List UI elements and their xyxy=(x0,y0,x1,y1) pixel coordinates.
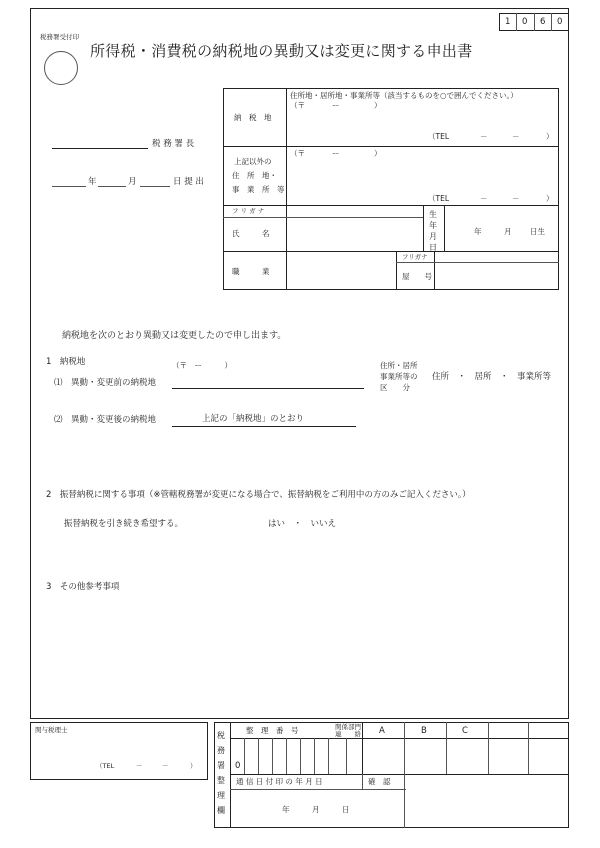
tax-office-column-label: 税 務 署 整 理 欄 xyxy=(217,731,225,815)
form-title: 所得税・消費税の納税地の異動又は変更に関する申出書 xyxy=(90,42,473,60)
birth-year-label: 年 xyxy=(474,227,482,236)
postal-close: ） xyxy=(374,149,382,158)
tel-dash: － xyxy=(512,132,520,141)
nozeichi-input[interactable] xyxy=(288,112,556,130)
new-address-value[interactable]: 上記の「納税地」のとおり xyxy=(202,414,305,424)
section-2-title: 2 振替納税に関する事項（※管轄税務署が変更になる場合で、振替納税をご利用中の方のみご記入ください。） xyxy=(46,490,471,500)
new-address-line xyxy=(172,426,356,427)
tel-close: ） xyxy=(190,762,197,770)
form-code-digit: 1 xyxy=(505,17,511,27)
occupation-input[interactable] xyxy=(288,254,392,287)
transfer-answer-options[interactable]: はい ・ いいえ xyxy=(268,519,337,529)
tel-close: ） xyxy=(546,132,554,141)
birth-month-label: 月 xyxy=(504,227,512,236)
transfer-question: 振替納税を引き続き希望する。 xyxy=(64,519,184,529)
tel-open: （TEL xyxy=(96,762,115,770)
category-label: 事業所等の xyxy=(380,372,418,381)
shop-name-label: 屋 号 xyxy=(402,272,432,281)
name-input[interactable] xyxy=(288,220,420,248)
tel-dash: － xyxy=(136,762,143,770)
other-notes-input[interactable] xyxy=(62,600,552,710)
kankei-bumon-label: 関係部門 xyxy=(335,723,361,731)
renraku-label: 連 絡 xyxy=(335,730,361,738)
column-a-label: A xyxy=(379,726,385,736)
tel-dash: － xyxy=(480,194,488,203)
other-address-label: 事 業 所 等 xyxy=(232,185,285,194)
shop-name-input[interactable] xyxy=(436,264,556,288)
postal-dash: ー xyxy=(332,149,340,158)
footer-day-label: 日 xyxy=(342,805,350,814)
birth-label: 生 年 月 日 xyxy=(429,210,437,252)
form-code-digit: 0 xyxy=(522,17,528,27)
column-c-label: C xyxy=(462,726,468,736)
other-address-label: 住 所 地・ xyxy=(232,171,277,180)
tax-office-name-line xyxy=(52,148,148,149)
submit-year-label: 年 xyxy=(88,177,97,187)
birth-day-label: 日生 xyxy=(530,227,545,236)
receipt-stamp-circle xyxy=(44,51,78,85)
occupation-label: 職 業 xyxy=(232,267,270,276)
furigana-label: フ リ ガ ナ xyxy=(232,207,265,215)
form-code-digit: 6 xyxy=(540,17,546,27)
form-code-digit: 0 xyxy=(557,17,563,27)
section-1-title: 1 納税地 xyxy=(46,357,86,367)
postal-dash: ー xyxy=(332,101,340,110)
nozeichi-label: 納 税 地 xyxy=(234,113,272,122)
new-address-label: ⑵ 異動・変更後の納税地 xyxy=(54,415,157,425)
previous-address-label: ⑴ 異動・変更前の納税地 xyxy=(54,378,157,388)
tel-dash: － xyxy=(162,762,169,770)
tax-accountant-label: 関与税理士 xyxy=(35,726,68,734)
address-type-instruction: 住所地・居所地・事業所等（該当するものを○で囲んでください。） xyxy=(290,91,518,100)
kakunin-label: 確 認 xyxy=(368,777,391,786)
submit-month-label: 月 xyxy=(128,177,137,187)
tel-open: （TEL xyxy=(428,194,449,203)
category-label: 区 分 xyxy=(380,383,410,392)
submit-day-label: 日 提 出 xyxy=(173,177,204,187)
column-b-label: B xyxy=(421,726,427,736)
category-label: 住所・居所 xyxy=(380,361,418,370)
section-3-title: 3 その他参考事項 xyxy=(46,582,120,592)
name-label: 氏 名 xyxy=(232,229,270,238)
footer-month-label: 月 xyxy=(312,805,320,814)
tel-close: ） xyxy=(546,194,554,203)
tax-office-chief-label: 税 務 署 長 xyxy=(152,139,195,149)
zero-prefix: 0 xyxy=(235,761,241,771)
tel-open: （TEL xyxy=(428,132,449,141)
other-address-label: 上記以外の xyxy=(234,157,272,166)
postal-close: ） xyxy=(374,101,382,110)
postal-open: （〒 xyxy=(290,149,305,158)
other-address-input[interactable] xyxy=(288,162,556,190)
furigana-label: フリガナ xyxy=(402,253,428,261)
tel-dash: － xyxy=(480,132,488,141)
previous-address-input[interactable] xyxy=(172,388,364,389)
intro-statement: 納税地を次のとおり異動又は変更したので申し出ます。 xyxy=(62,331,287,341)
category-options[interactable]: 住所 ・ 居所 ・ 事業所等 xyxy=(432,372,552,382)
footer-year-label: 年 xyxy=(282,805,290,814)
stamp-label: 税務署受付印 xyxy=(40,33,79,41)
seiri-bango-label: 整 理 番 号 xyxy=(246,726,299,735)
tel-dash: － xyxy=(512,194,520,203)
postal-open: （〒 xyxy=(290,101,305,110)
section-1-postal: （〒 ー ） xyxy=(172,361,232,370)
tsushin-date-label: 通 信 日 付 印 の 年 月 日 xyxy=(236,777,323,786)
